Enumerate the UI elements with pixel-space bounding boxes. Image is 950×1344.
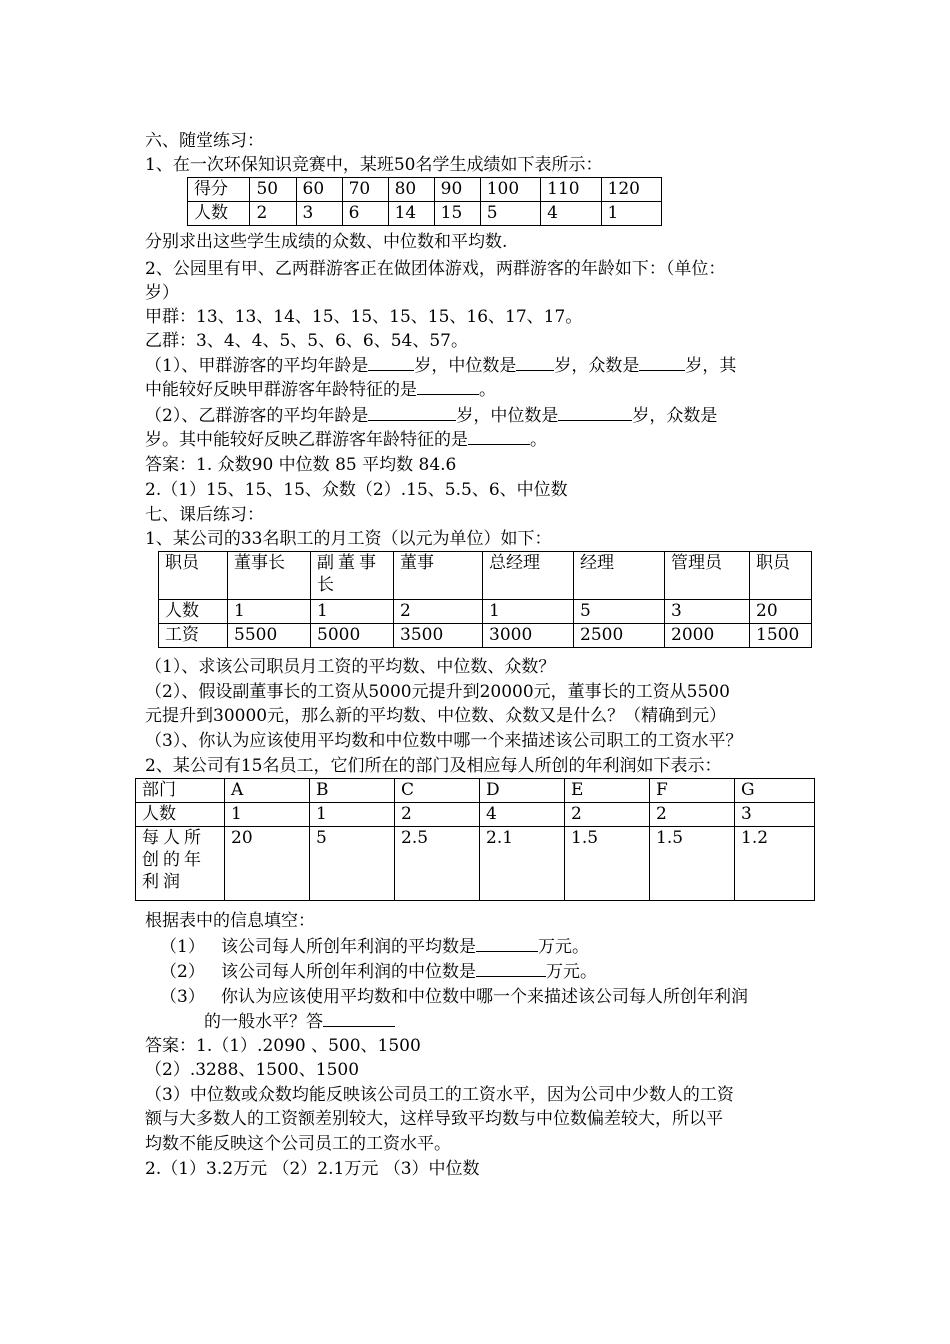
table-cell: 14 [388,202,434,226]
table-cell: 3000 [483,624,574,648]
group-a-ages: 甲群：13、13、14、15、15、15、15、16、17、17。 [145,307,583,327]
answer-blank[interactable] [468,428,530,445]
table-cell: F [650,779,735,803]
table-cell: 110 [541,178,601,202]
table-cell: 2 [395,803,480,827]
section-6-heading: 六、随堂练习： [145,131,264,151]
homework-answer-1: 答案：1.（1）.2090 、500、1500 [145,1036,421,1056]
table-cell: 人数 [136,803,225,827]
table-cell: 2.1 [480,827,565,901]
table-cell: 2 [650,803,735,827]
table-cell: 1 [225,803,310,827]
table-cell: 职员 [159,552,228,600]
table-row [188,202,662,226]
profit-table [135,778,815,901]
table-cell: 职员 [750,552,812,600]
table-cell: 1.5 [565,827,650,901]
table-cell: 得分 [188,178,250,202]
table-cell: 总经理 [483,552,574,600]
fill-item-3-line-2: 的一般水平？答 [204,1010,395,1033]
part-1-line-1: （1）、甲群游客的平均年龄是 岁，中位数是 岁，众数是 岁，其 [145,356,737,376]
table-cell: 1 [311,600,394,624]
answer-blank[interactable] [558,404,632,421]
answer-blank[interactable] [516,354,554,371]
table-cell: A [225,779,310,803]
table-cell: 1 [483,600,574,624]
table-row [136,827,815,901]
table-cell: 3 [665,600,750,624]
answer-blank[interactable] [476,935,538,952]
answer-blank[interactable] [368,404,456,421]
table-cell: G [735,779,815,803]
table-row [159,552,812,600]
table-cell: 副董事长 [311,552,394,600]
table-cell: 5 [310,827,395,901]
table-row [159,600,812,624]
scores-table [187,177,662,226]
question-2-line-1: 2、公园里有甲、乙两群游客正在做团体游戏，两群游客的年龄如下：（单位： [145,259,726,279]
part-1-line-2: 中能较好反映甲群游客年龄特征的是 。 [145,380,496,400]
table-cell: 2 [394,600,483,624]
fill-item-2: （2） 该公司每人所创年利润的中位数是 万元。 [160,962,598,982]
homework-q1-part-1: （1）、求该公司职员月工资的平均数、中位数、众数？ [145,657,556,677]
table-row [136,803,815,827]
answer-blank[interactable] [476,960,546,977]
fill-item-3-line-1: （3） 你认为应该使用平均数和中位数中哪一个来描述该公司每人所创年利润 [160,987,749,1007]
table-cell: 80 [388,178,434,202]
table-cell: 1 [310,803,395,827]
homework-q1-part-3: （3）、你认为应该使用平均数和中位数中哪一个来描述该公司职工的工资水平？ [145,731,743,751]
table-cell: B [310,779,395,803]
table-cell: 1 [601,202,661,226]
table-cell: 部门 [136,779,225,803]
table-cell: 6 [342,202,388,226]
section-7-heading: 七、课后练习： [145,505,264,525]
answer-blank[interactable] [323,1010,395,1027]
table-cell: 管理员 [665,552,750,600]
answer-1: 答案：1. 众数90 中位数 85 平均数 84.6 [145,455,457,475]
table-cell: 董事长 [228,552,311,600]
table-cell: 工资 [159,624,228,648]
table-cell: 2000 [665,624,750,648]
table-cell: 人数 [159,600,228,624]
answer-blank[interactable] [368,354,414,371]
answer-blank[interactable] [639,354,685,371]
homework-question-1: 1、某公司的33名职工的月工资（以元为单位）如下： [145,529,552,549]
table-cell: 100 [480,178,540,202]
table-cell: 董事 [394,552,483,600]
part-2-line-1: （2）、乙群游客的平均年龄是 岁，中位数是 岁，众数是 [145,406,718,426]
table-cell: 15 [434,202,480,226]
homework-answer-2: （2）.3288、1500、1500 [145,1060,360,1080]
table-cell: 人数 [188,202,250,226]
homework-question-2: 2、某公司有15名员工，它们所在的部门及相应每人所创的年利润如下表示： [145,756,722,776]
answer-blank[interactable] [417,378,479,395]
homework-answer-3-line-3: 均数不能反映这个公司员工的工资水平。 [145,1134,451,1154]
homework-answer-3-line-2: 额与大多数人的工资额差别较大，这样导致平均数与中位数偏差较大，所以平 [145,1109,723,1129]
table-row [136,779,815,803]
table-cell: 5500 [228,624,311,648]
table-cell: 5000 [311,624,394,648]
table-cell: 每人所创的年利润 [136,827,225,901]
question-2-line-2: 岁） [145,283,179,303]
table-cell: 20 [750,600,812,624]
table-cell: 5 [480,202,540,226]
homework-answer-3-line-1: （3）中位数或众数均能反映该公司员工的工资水平，因为公司中少数人的工资 [145,1085,734,1105]
table-cell: 3 [735,803,815,827]
table-cell: 1500 [750,624,812,648]
question-1-ask: 分别求出这些学生成绩的众数、中位数和平均数. [145,232,508,252]
table-cell: E [565,779,650,803]
table-cell: 2 [250,202,296,226]
group-b-ages: 乙群：3、4、4、5、5、6、6、54、57。 [145,331,468,351]
question-1: 1、在一次环保知识竞赛中，某班50名学生成绩如下表所示： [145,155,603,175]
table-cell: D [480,779,565,803]
table-cell: 20 [225,827,310,901]
table-row [188,178,662,202]
table-cell: 60 [296,178,342,202]
salary-table [158,551,812,648]
table-cell: 1.5 [650,827,735,901]
table-cell: 2500 [574,624,665,648]
answer-2: 2.（1）15、15、15、众数（2）.15、5.5、6、中位数 [145,480,568,500]
table-cell: 4 [480,803,565,827]
table-cell: 3500 [394,624,483,648]
table-cell: 70 [342,178,388,202]
table-cell: 2 [565,803,650,827]
homework-q1-part-2-line-2: 元提升到30000元，那么新的平均数、中位数、众数又是什么？（精确到元） [145,706,727,726]
table-cell: 120 [601,178,661,202]
table-cell: 3 [296,202,342,226]
part-2-line-2: 岁。其中能较好反映乙群游客年龄特征的是 。 [145,430,547,450]
table-cell: 4 [541,202,601,226]
table-cell: 1 [228,600,311,624]
table-cell: 经理 [574,552,665,600]
homework-answer-4: 2.（1）3.2万元 （2）2.1万元 （3）中位数 [145,1159,480,1179]
table-cell: 50 [250,178,296,202]
table-cell: 90 [434,178,480,202]
table-cell: 2.5 [395,827,480,901]
table-cell: 1.2 [735,827,815,901]
table-cell: 5 [574,600,665,624]
fill-intro: 根据表中的信息填空： [145,911,315,931]
fill-item-1: （1） 该公司每人所创年利润的平均数是 万元。 [160,937,590,957]
table-cell: C [395,779,480,803]
homework-q1-part-2-line-1: （2）、假设副董事长的工资从5000元提升到20000元，董事长的工资从5500 [145,682,730,702]
table-row [159,624,812,648]
